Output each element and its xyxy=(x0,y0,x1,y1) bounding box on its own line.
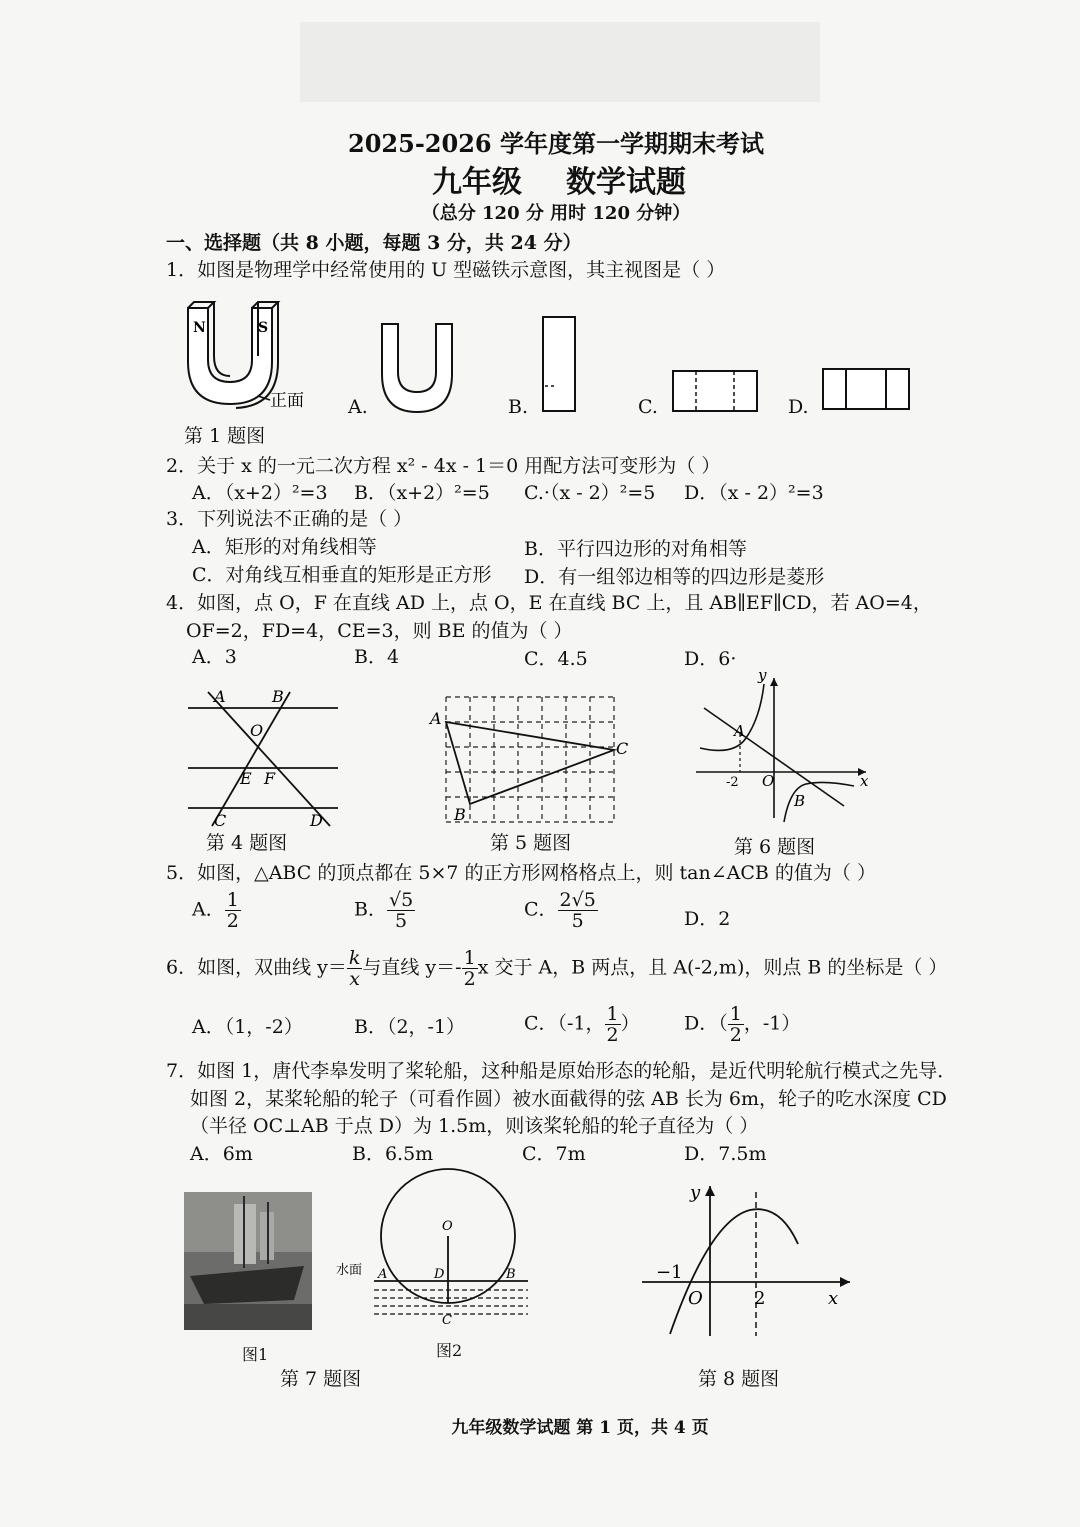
q4-stem-line1: 4．如图，点 O，F 在直线 AD 上，点 O，E 在直线 BC 上，且 AB∥EF∥CD，若 AO=4， xyxy=(166,592,932,614)
q4-option-d[interactable]: D．6· xyxy=(684,648,737,670)
q5-pt-a: A xyxy=(430,709,442,728)
magnet-front-label: 正面 xyxy=(270,391,304,411)
q5-a-frac xyxy=(225,890,241,931)
q4-stem-line2: OF=2，FD=4，CE=3，则 BE 的值为（ ） xyxy=(186,620,573,642)
q6-half xyxy=(462,948,478,989)
q7-pt-o: O xyxy=(442,1219,453,1234)
q7-stem-line2: 如图 2，某桨轮船的轮子（可看作圆）被水面截得的弦 AB 长为 6m，轮子的吃水深度 CD xyxy=(190,1088,947,1110)
q6-k-over-x xyxy=(347,948,363,989)
q1-option-b[interactable]: B. xyxy=(508,396,529,418)
q6-half-den: 2 xyxy=(463,968,476,990)
q3-option-c[interactable]: C．对角线互相垂直的矩形是正方形 xyxy=(192,564,492,586)
q5-a-num: 1 xyxy=(226,889,239,911)
q4-option-b[interactable]: B．4 xyxy=(354,646,400,668)
q8-two-label: 2 xyxy=(754,1288,766,1309)
q4-pt-f: F xyxy=(264,769,276,788)
q5-pt-c: C xyxy=(616,739,629,758)
q6-pt-a: A xyxy=(734,722,745,740)
q6-d-prefix: D．（ xyxy=(684,1012,728,1035)
q5-c-frac xyxy=(558,890,598,931)
q7-option-a[interactable]: A．6m xyxy=(190,1143,253,1165)
q6-fig-caption: 第 6 题图 xyxy=(734,836,816,858)
q7-fig2-caption: 图2 xyxy=(436,1341,463,1360)
q3-option-b[interactable]: B．平行四边形的对角相等 xyxy=(524,538,747,560)
q7-option-c[interactable]: C．7m xyxy=(522,1143,586,1165)
q3-stem: 3．下列说法不正确的是（ ） xyxy=(166,508,413,530)
q4-pt-b: B xyxy=(272,687,284,706)
q4-pt-c: C xyxy=(214,811,227,830)
q6-d-num: 1 xyxy=(729,1003,742,1025)
q6-minus2-label: -2 xyxy=(726,775,739,790)
q6-option-a[interactable]: A．（1，-2） xyxy=(192,1016,303,1038)
q5-b-frac xyxy=(387,890,415,931)
scan-shadow xyxy=(300,22,820,102)
q7-pt-c: C xyxy=(442,1313,452,1328)
q6-stem-prefix: 6．如图，双曲线 y＝ xyxy=(166,956,347,979)
q1-option-a[interactable]: A. xyxy=(348,396,368,418)
q6-origin-label: O xyxy=(762,772,775,790)
q7-water-label: 水面 xyxy=(336,1263,363,1278)
q1-option-d-figure xyxy=(820,366,914,412)
page-footer: 九年级数学试题 第 1 页，共 4 页 xyxy=(451,1418,709,1438)
q1-fig-caption: 第 1 题图 xyxy=(184,425,266,447)
q7-fig1-caption: 图1 xyxy=(242,1345,269,1364)
q5-a-prefix: A． xyxy=(192,898,225,921)
q7-wheel-figure xyxy=(334,1166,534,1346)
q1-magnet-figure xyxy=(180,300,330,420)
q6-c-prefix: C．（-1， xyxy=(524,1012,605,1035)
q6-c-suffix: ） xyxy=(620,1012,640,1035)
q4-pt-d: D xyxy=(310,811,323,830)
q1-stem: 1．如图是物理学中经常使用的 U 型磁铁示意图，其主视图是（ ） xyxy=(166,259,726,281)
q5-b-den: 5 xyxy=(395,910,408,932)
q1-option-d[interactable]: D. xyxy=(788,396,809,418)
q6-option-c[interactable] xyxy=(524,1004,640,1045)
q4-pt-a: A xyxy=(214,687,226,706)
q4-fig-caption: 第 4 题图 xyxy=(206,832,288,854)
q4-option-a[interactable]: A．3 xyxy=(192,646,237,668)
q2-option-b[interactable]: B．（x+2）²=5 xyxy=(354,482,490,504)
q5-option-a[interactable] xyxy=(192,890,241,931)
q8-figure xyxy=(640,1180,860,1340)
magnet-s-label: S xyxy=(258,320,269,336)
q8-minus1-label: −1 xyxy=(656,1262,683,1283)
q5-option-d[interactable]: D．2 xyxy=(684,908,731,930)
q4-figure xyxy=(186,684,346,834)
q5-option-b[interactable] xyxy=(354,890,415,931)
magnet-n-label: N xyxy=(193,320,206,336)
q5-c-prefix: C． xyxy=(524,898,558,921)
q7-pt-a: A xyxy=(378,1267,388,1282)
q7-option-d[interactable]: D．7.5m xyxy=(684,1143,767,1165)
q3-option-d[interactable]: D．有一组邻边相等的四边形是菱形 xyxy=(524,566,825,588)
q7-boat-photo xyxy=(184,1192,314,1332)
q7-pt-b: B xyxy=(506,1267,516,1282)
q5-b-prefix: B． xyxy=(354,898,387,921)
q7-pt-d: D xyxy=(434,1267,445,1282)
q6-x: x xyxy=(349,968,360,990)
q6-option-b[interactable]: B．（2，-1） xyxy=(354,1016,466,1038)
q6-figure xyxy=(694,668,874,828)
q2-stem: 2．关于 x 的一元二次方程 x² - 4x - 1＝0 用配方法可变形为（ ） xyxy=(166,455,721,477)
q6-y-label: y xyxy=(758,666,767,684)
q5-pt-b: B xyxy=(454,805,466,824)
q8-y-label: y xyxy=(690,1182,701,1203)
q5-a-den: 2 xyxy=(226,910,239,932)
q1-option-b-figure xyxy=(540,314,580,414)
q6-c-frac xyxy=(605,1004,621,1045)
q5-option-c[interactable] xyxy=(524,890,598,931)
q6-stem-suffix: x 交于 A，B 两点，且 A(-2,m)，则点 B 的坐标是（ ） xyxy=(477,956,948,979)
score-time-info: （总分 120 分 用时 120 分钟） xyxy=(421,203,691,224)
q6-half-num: 1 xyxy=(463,947,476,969)
subject-title: 数学试题 xyxy=(566,165,686,200)
q5-c-num: 2√5 xyxy=(559,889,596,911)
q8-origin-label: O xyxy=(688,1288,703,1309)
q2-option-c[interactable]: C.·（x - 2）²=5 xyxy=(524,482,656,504)
q6-d-frac xyxy=(728,1004,744,1045)
q6-option-d[interactable] xyxy=(684,1004,800,1045)
q1-option-a-figure xyxy=(380,320,455,415)
q6-c-den: 2 xyxy=(606,1024,619,1046)
q5-c-den: 5 xyxy=(571,910,584,932)
q8-fig-caption: 第 8 题图 xyxy=(698,1368,780,1390)
q6-d-den: 2 xyxy=(729,1024,742,1046)
q5-stem: 5．如图，△ABC 的顶点都在 5×7 的正方形网格格点上，则 tan∠ACB 的值为（ ） xyxy=(166,862,876,884)
q1-option-c-figure xyxy=(670,368,760,414)
q5-figure xyxy=(426,692,629,832)
q6-pt-b: B xyxy=(794,792,806,810)
q4-pt-e: E xyxy=(240,769,252,788)
q5-b-num: √5 xyxy=(388,889,414,911)
q6-x-label: x xyxy=(860,772,869,790)
q6-c-num: 1 xyxy=(606,1003,619,1025)
q2-option-a[interactable]: A．（x+2）²=3 xyxy=(192,482,328,504)
q7-fig-caption: 第 7 题图 xyxy=(280,1368,362,1390)
grade-label: 九年级 xyxy=(432,165,522,200)
q6-d-suffix: ，-1） xyxy=(743,1012,801,1035)
q5-fig-caption: 第 5 题图 xyxy=(490,832,572,854)
section-heading: 一、选择题（共 8 小题，每题 3 分，共 24 分） xyxy=(166,232,582,254)
q7-stem-line1: 7．如图 1，唐代李皋发明了桨轮船，这种船是原始形态的轮船，是近代明轮航行模式之先导． xyxy=(166,1060,957,1082)
q6-k: k xyxy=(348,947,361,969)
q7-option-b[interactable]: B．6.5m xyxy=(352,1143,434,1165)
q6-stem-mid: 与直线 y＝- xyxy=(362,956,462,979)
q4-pt-o: O xyxy=(250,721,264,740)
q8-x-label: x xyxy=(828,1288,839,1309)
exam-title: 2025-2026 学年度第一学期期末考试 xyxy=(348,129,764,158)
q4-option-c[interactable]: C．4.5 xyxy=(524,648,588,670)
q7-stem-line3: （半径 OC⊥AB 于点 D）为 1.5m，则该桨轮船的轮子直径为（ ） xyxy=(190,1115,759,1137)
q6-stem xyxy=(166,948,947,989)
q3-option-a[interactable]: A．矩形的对角线相等 xyxy=(192,536,377,558)
q2-option-d[interactable]: D．（x - 2）²=3 xyxy=(684,482,824,504)
q1-option-c[interactable]: C. xyxy=(638,396,658,418)
